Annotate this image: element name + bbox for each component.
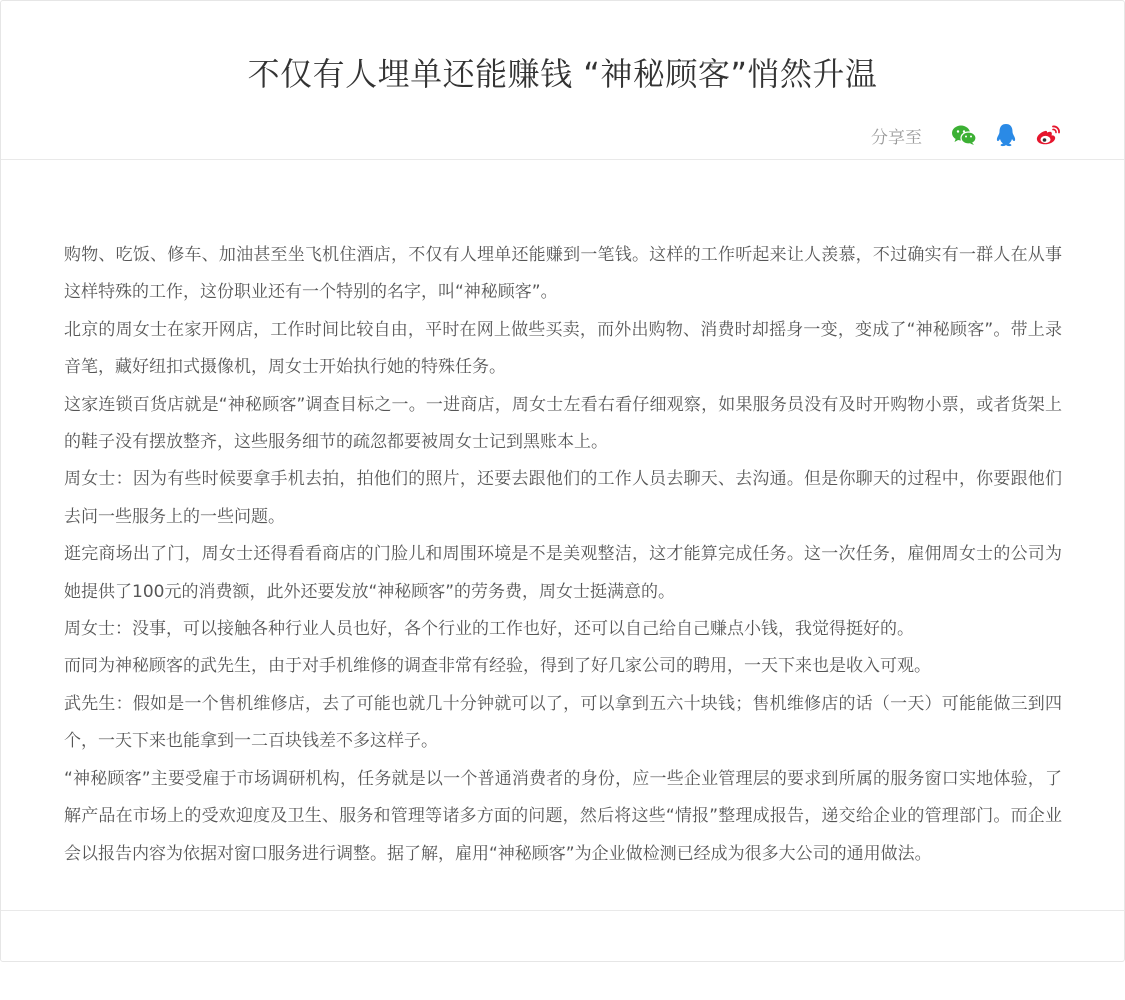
share-bar <box>871 121 1062 149</box>
article-paragraph: 逛完商场出了门，周女士还得看看商店的门脸儿和周围环境是不是美观整洁，这才能算完成任务。这一次任务，雇佣周女士的公司为她提供了100元的消费额，此外还要发放“神秘顾客”的劳务费，周女士挺满意的。 <box>64 544 1062 602</box>
article-header <box>1 1 1124 160</box>
article-paragraph: 购物、吃饭、修车、加油甚至坐飞机住酒店，不仅有人埋单还能赚到一笔钱。这样的工作听起来让人羡慕，不过确实有一群人在从事这样特殊的工作，这份职业还有一个特别的名字，叫“神秘顾客”。 <box>64 245 1062 303</box>
article-paragraph: 而同为神秘顾客的武先生，由于对手机维修的调查非常有经验，得到了好几家公司的聘用，一天下来也是收入可观。 <box>64 656 931 677</box>
share-label: 分享至 <box>871 127 922 148</box>
article-paragraph: 周女士：因为有些时候要拿手机去拍，拍他们的照片，还要去跟他们的工作人员去聊天、去沟通。但是你聊天的过程中，你要跟他们去问一些服务上的一些问题。 <box>64 469 1062 527</box>
article-paragraph: 北京的周女士在家开网店，工作时间比较自由，平时在网上做些买卖，而外出购物、消费时却摇身一变，变成了“神秘顾客”。带上录音笔，藏好纽扣式摄像机，周女士开始执行她的特殊任务。 <box>64 319 1062 378</box>
article-paragraph: 武先生：假如是一个售机维修店，去了可能也就几十分钟就可以了，可以拿到五六十块钱；售机维修店的话（一天）可能能做三到四个，一天下来也能拿到一二百块钱差不多这样子。 <box>64 693 1062 752</box>
wechat-icon[interactable] <box>950 121 978 149</box>
article-paragraph: “神秘顾客”主要受雇于市场调研机构，任务就是以一个普通消费者的身份，应一些企业管理层的要求到所属的服务窗口实地体验，了解产品在市场上的受欢迎度及卫生、服务和管理等诸多方面的问题，然后将这些“情报”整理成报告，递交给企业的管理部门。而企业会以报告内容为依据对窗口服务进行调整。据了解，雇用“神秘顾客”为企业做检测已经成为很多大公司的通用做法。 <box>64 768 1062 864</box>
article-body <box>64 237 1062 873</box>
weibo-icon[interactable] <box>1034 121 1062 149</box>
footer-divider <box>1 910 1124 911</box>
article-title: 不仅有人埋单还能赚钱 “神秘顾客”悄然升温 <box>247 55 878 93</box>
article-paragraph: 这家连锁百货店就是“神秘顾客”调查目标之一。一进商店，周女士左看右看仔细观察，如果服务员没有及时开购物小票，或者货架上的鞋子没有摆放整齐，这些服务细节的疏忽都要被周女士记到黑账本上。 <box>64 394 1062 453</box>
article-paragraph: 周女士：没事，可以接触各种行业人员也好，各个行业的工作也好，还可以自己给自己赚点小钱，我觉得挺好的。 <box>64 619 914 640</box>
qq-icon[interactable] <box>992 121 1020 149</box>
